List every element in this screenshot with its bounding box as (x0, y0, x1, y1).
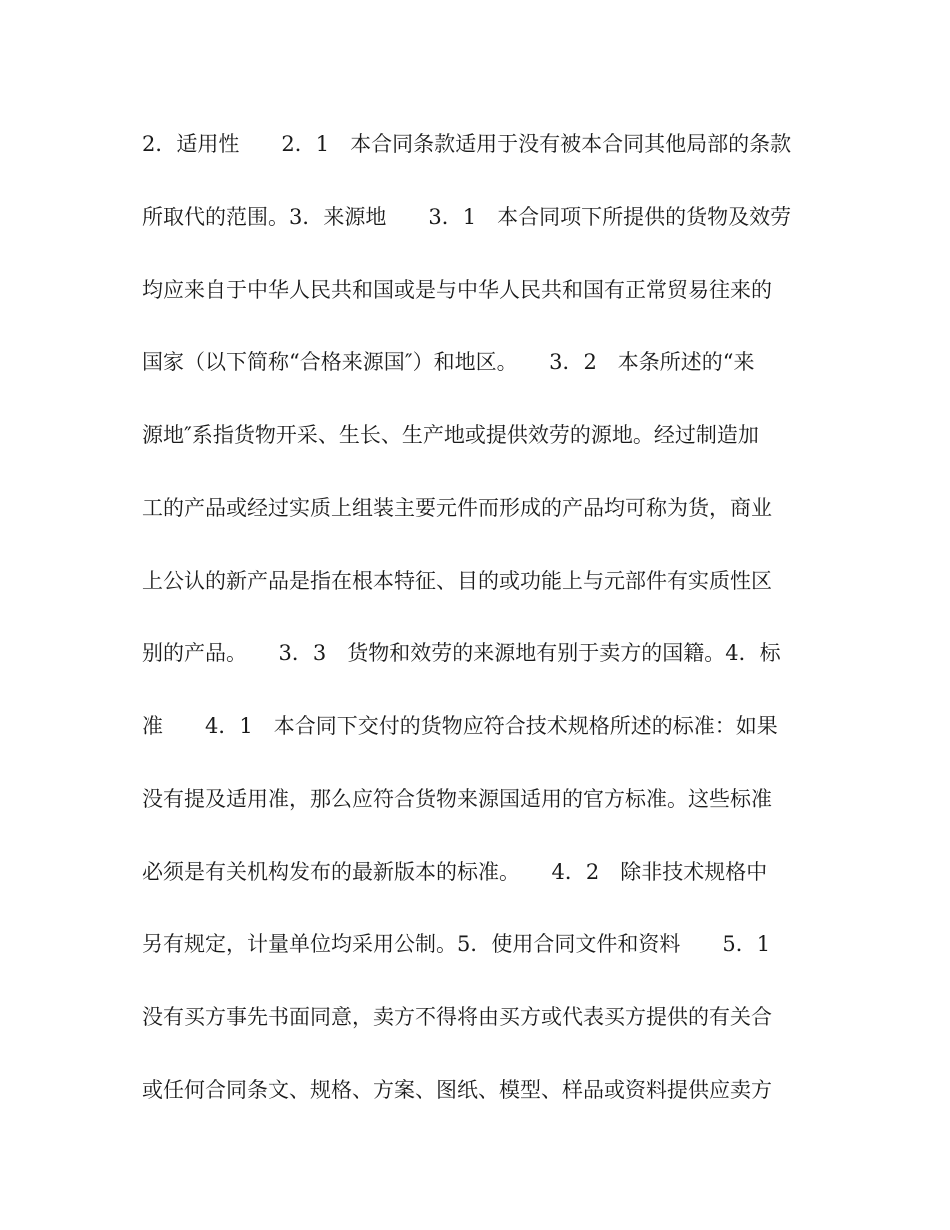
text-line: 必须是有关机构发布的最新版本的标准。 4．2 除非技术规格中 (142, 860, 768, 884)
text-line: 源地″系指货物开采、生长、生产地或提供效劳的源地。经过制造加 (142, 423, 759, 447)
text-line: 均应来自于中华人民共和国或是与中华人民共和国有正常贸易往来的 (142, 278, 772, 302)
text-line: 另有规定，计量单位均采用公制。5．使用合同文件和资料 5．1 (142, 932, 771, 956)
text-line: 国家（以下简称“合格来源国″）和地区。 3．2 本条所述的“来 (142, 350, 755, 374)
text-line: 上公认的新产品是指在根本特征、目的或功能上与元部件有实质性区 (142, 569, 772, 593)
text-line: 没有提及适用准，那么应符合货物来源国适用的官方标准。这些标准 (142, 787, 772, 811)
text-line: 没有买方事先书面同意，卖方不得将由买方或代表买方提供的有关合 (142, 1005, 772, 1029)
text-line: 工的产品或经过实质上组装主要元件而形成的产品均可称为货，商业 (142, 496, 772, 520)
text-line: 或任何合同条文、规格、方案、图纸、模型、样品或资料提供应卖方 (142, 1078, 772, 1102)
text-line: 别的产品。 3．3 货物和效劳的来源地有别于卖方的国籍。4．标 (142, 641, 781, 665)
text-line: 所取代的范围。3．来源地 3．1 本合同项下所提供的货物及效劳 (142, 205, 792, 229)
text-line: 2．适用性 2．1 本合同条款适用于没有被本合同其他局部的条款 (142, 132, 792, 156)
text-line: 准 4．1 本合同下交付的货物应符合技术规格所述的标准：如果 (142, 714, 778, 738)
